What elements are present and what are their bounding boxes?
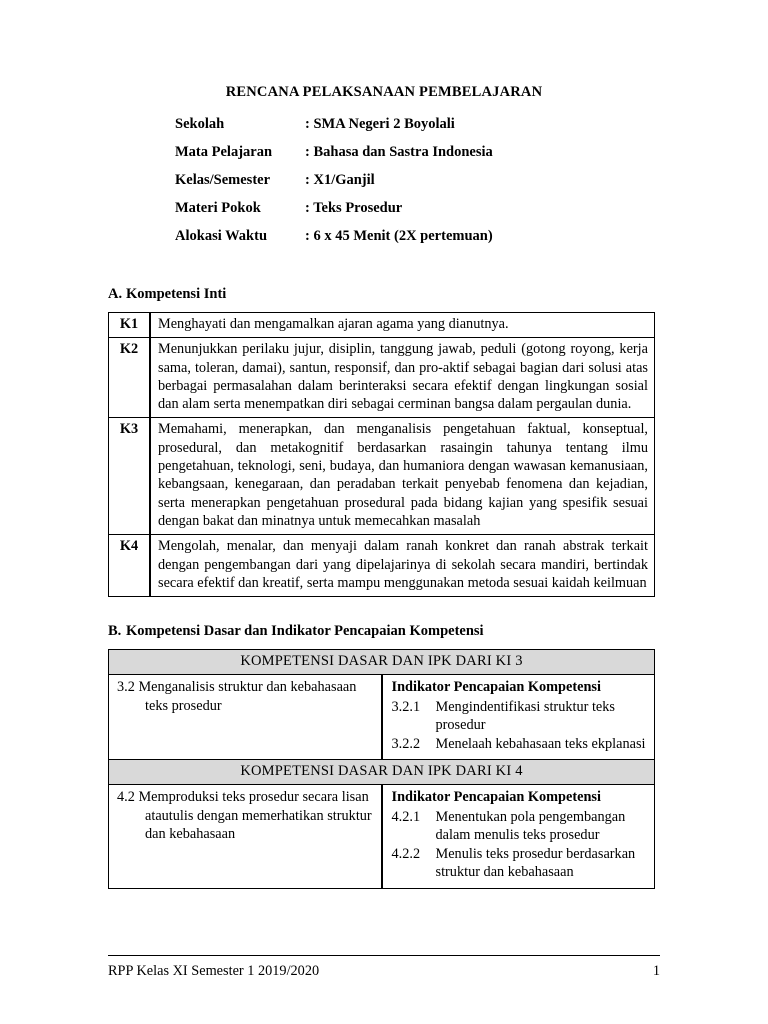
footer-divider xyxy=(108,955,660,956)
ki-code: K4 xyxy=(109,535,151,597)
kd-number: 3.2 xyxy=(117,679,135,695)
ipk-number: 3.2.1 xyxy=(391,698,421,715)
ki-code: K2 xyxy=(109,338,151,418)
identity-label: Kelas/Semester xyxy=(175,172,271,188)
section-letter: A. xyxy=(108,286,123,302)
ki-text: Memahami, menerapkan, dan menganalisis pengetahuan faktual, konseptual, prosedural, dan metakognitif berdasarkan rasaingin tahunya tentang ilmu pengetahuan, teknologi, seni, budaya, dan humaniora dengan wawasan kemanusiaan, kebangsaan, kenegaraan, dan peradaban terkait penyebab fenomena dan kejadian, serta menerapkan pengetahuan prosedural pada bidang kajian yang spesifik sesuai dengan bakat dan minatnya untuk memecahkan masalah xyxy=(150,418,655,535)
identity-block xyxy=(175,116,493,256)
ki-code: K3 xyxy=(109,418,151,535)
ipk-number: 4.2.2 xyxy=(391,845,421,862)
kd-header-ki3: KOMPETENSI DASAR DAN IPK DARI KI 3 xyxy=(109,650,655,675)
ki-text: Menunjukkan perilaku jujur, disiplin, tanggung jawab, peduli (gotong royong, kerja sama, toleran, damai), santun, responsif, dan pro-aktif sebagai bagian dari solusi atas berbagai permasalahan dalam berinteraksi secara efektif dengan lingkungan sosial dan alam serta menempatkan diri sebagai cerminan bangsa dalam pergaulan dunia. xyxy=(150,338,655,418)
kd-cell-ki4 xyxy=(109,785,382,889)
document-title: RENCANA PELAKSANAAN PEMBELAJARAN xyxy=(225,84,543,100)
section-heading-kompetensi-dasar xyxy=(108,623,660,640)
ipk-title: Indikator Pencapaian Kompetensi xyxy=(391,679,601,695)
identity-separator: : xyxy=(305,172,310,188)
identity-value-text: Bahasa dan Sastra Indonesia xyxy=(309,144,493,160)
identity-row xyxy=(175,228,493,256)
identity-value-text: X1/Ganjil xyxy=(309,172,375,188)
identity-row xyxy=(175,116,493,144)
kd-text: Memproduksi teks prosedur secara lisan atautulis dengan memerhatikan struktur dan kebahasaan xyxy=(138,789,372,843)
ki-text: Menghayati dan mengamalkan ajaran agama yang dianutnya. xyxy=(150,313,655,338)
ipk-text: Mengindentifikasi struktur teks prosedur xyxy=(435,698,615,734)
kd-header-row xyxy=(109,650,655,675)
identity-separator: : xyxy=(305,116,310,132)
identity-value xyxy=(305,144,493,172)
kd-text: Menganalisis struktur dan kebahasaan teks prosedur xyxy=(138,679,357,714)
kd-item xyxy=(117,788,375,844)
table-row xyxy=(109,418,655,535)
kd-header-ki4: KOMPETENSI DASAR DAN IPK DARI KI 4 xyxy=(109,760,655,785)
ki-text: Mengolah, menalar, dan menyaji dalam ranah konkret dan ranah abstrak terkait dengan pengembangan dari yang dipelajarinya di sekolah secara mandiri, bertindak secara efektif dan kreatif, serta mampu menggunakan metoda sesuai kaidah keilmuan xyxy=(150,535,655,597)
kd-header-row xyxy=(109,760,655,785)
ipk-title: Indikator Pencapaian Kompetensi xyxy=(391,789,601,806)
kd-number: 4.2 xyxy=(117,789,135,806)
table-row xyxy=(109,675,655,760)
footer-row xyxy=(108,963,660,980)
identity-value xyxy=(305,172,493,200)
identity-row xyxy=(175,144,493,172)
identity-label: Alokasi Waktu xyxy=(175,228,268,244)
section-title: Kompetensi Dasar dan Indikator Pencapaian Kompetensi xyxy=(126,623,484,640)
ipk-item xyxy=(392,735,649,754)
ipk-cell-ki4 xyxy=(382,785,655,889)
kompetensi-dasar-table xyxy=(108,649,655,889)
table-row xyxy=(109,785,655,889)
identity-label: Mata Pelajaran xyxy=(175,144,273,160)
kompetensi-inti-table xyxy=(108,312,655,597)
identity-separator: : xyxy=(305,200,310,216)
ipk-item xyxy=(392,845,649,882)
page-footer xyxy=(108,955,660,980)
identity-value xyxy=(305,116,493,144)
ipk-cell-ki3 xyxy=(382,675,655,760)
identity-value-text: SMA Negeri 2 Boyolali xyxy=(309,116,455,132)
section-letter: B. xyxy=(108,623,122,640)
ipk-text: Menelaah kebahasaan teks ekplanasi xyxy=(435,735,646,752)
ipk-item xyxy=(392,808,649,845)
ipk-number: 4.2.1 xyxy=(391,808,421,825)
ipk-item xyxy=(392,698,649,735)
identity-separator: : xyxy=(305,228,310,244)
footer-page-number: 1 xyxy=(652,963,660,979)
table-row xyxy=(109,535,655,597)
identity-value xyxy=(305,228,493,256)
ipk-number: 3.2.2 xyxy=(391,735,421,752)
table-row xyxy=(109,338,655,418)
section-title: Kompetensi Inti xyxy=(126,286,227,302)
kd-cell-ki3 xyxy=(109,675,382,760)
identity-separator: : xyxy=(305,144,310,160)
kd-item xyxy=(117,678,375,715)
identity-row xyxy=(175,200,493,228)
ki-code: K1 xyxy=(109,313,151,338)
identity-label: Materi Pokok xyxy=(175,200,261,216)
identity-value xyxy=(305,200,493,228)
table-row xyxy=(109,313,655,338)
identity-label: Sekolah xyxy=(175,116,225,132)
section-heading-kompetensi-inti xyxy=(108,286,660,303)
ipk-text: Menulis teks prosedur berdasarkan struktur dan kebahasaan xyxy=(435,845,636,881)
identity-row xyxy=(175,172,493,200)
ipk-text: Menentukan pola pengembangan dalam menulis teks prosedur xyxy=(435,808,626,844)
identity-value-text: Teks Prosedur xyxy=(309,200,403,216)
identity-value-text: 6 x 45 Menit (2X pertemuan) xyxy=(309,228,493,244)
footer-label: RPP Kelas XI Semester 1 2019/2020 xyxy=(108,963,320,979)
